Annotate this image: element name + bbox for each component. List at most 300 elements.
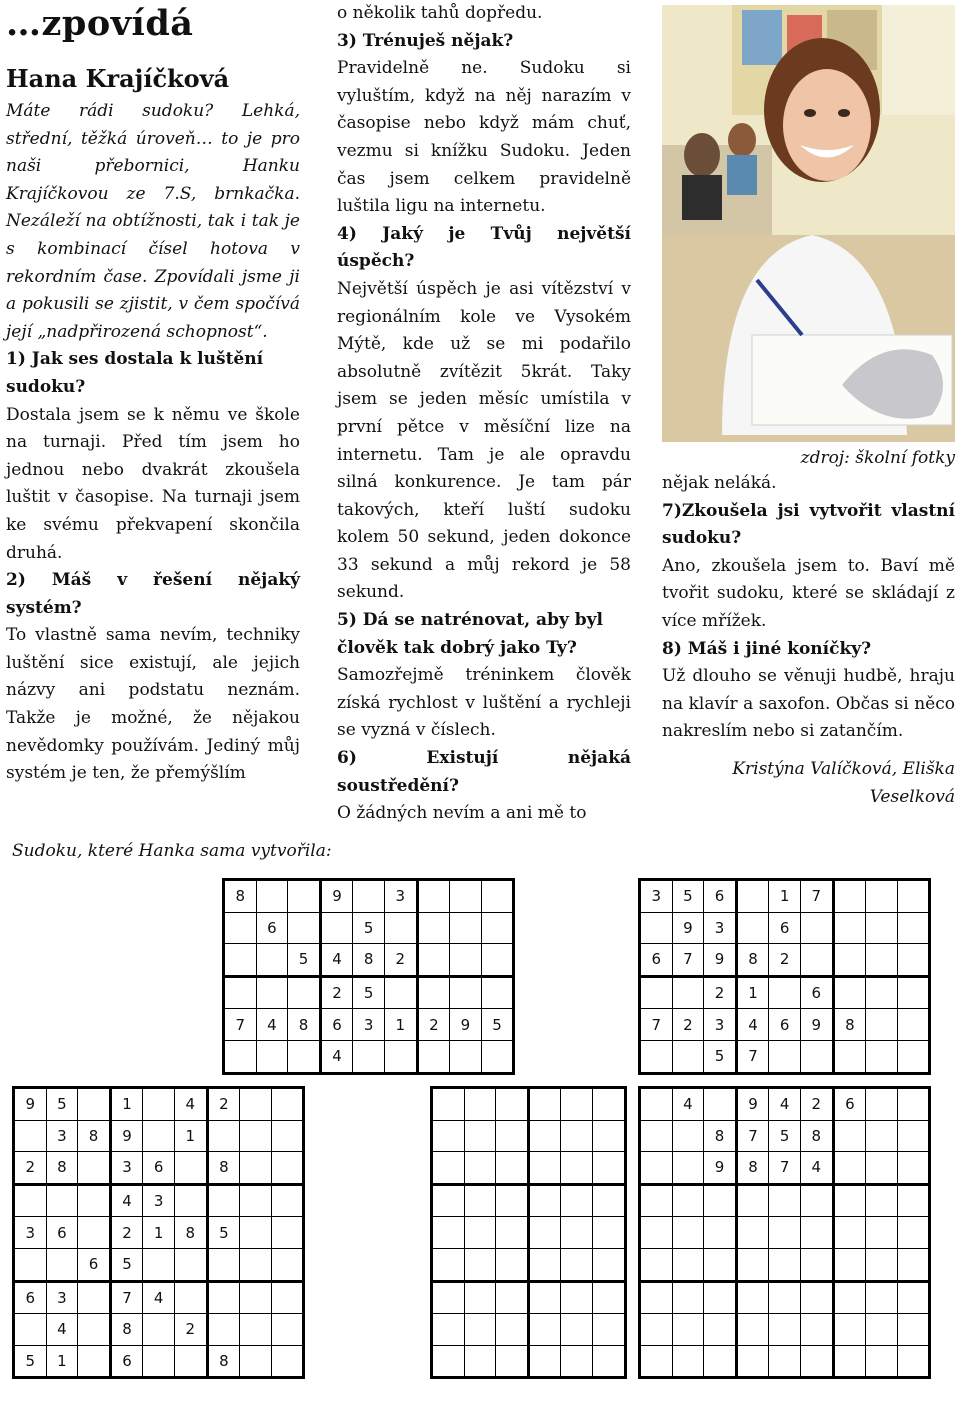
sudoku-cell: 4 [256, 1009, 288, 1041]
sudoku-cell [496, 1217, 529, 1249]
sudoku-cell [78, 1345, 111, 1378]
sudoku-cell: 3 [704, 1009, 737, 1041]
sudoku-cell: 6 [640, 944, 673, 977]
sudoku-cell [288, 976, 321, 1009]
sudoku-cell [417, 880, 450, 913]
sudoku-cell [866, 1152, 898, 1185]
sudoku-cell [800, 1314, 833, 1346]
sudoku-cell: 2 [14, 1152, 47, 1185]
sudoku-cell: 9 [320, 880, 353, 913]
sudoku-cell: 5 [769, 1120, 801, 1152]
sudoku-cell [207, 1314, 240, 1346]
sudoku-cell [640, 1217, 673, 1249]
question-1: 1) Jak ses dostala k luštění sudoku? [6, 349, 264, 397]
sudoku-cell: 3 [46, 1120, 78, 1152]
sudoku-cell: 3 [110, 1152, 143, 1185]
sudoku-cell [866, 1040, 898, 1073]
photo-credit: zdroj: školní fotky [800, 448, 955, 468]
sudoku-cell [866, 1120, 898, 1152]
sudoku-cell [240, 1248, 272, 1281]
sudoku-cell [672, 1314, 704, 1346]
sudoku-cell: 6 [110, 1345, 143, 1378]
sudoku-cell: 8 [353, 944, 385, 977]
column-right [662, 0, 955, 811]
sudoku-cell [464, 1088, 496, 1121]
sudoku-cell: 4 [672, 1088, 704, 1121]
question-6: 6) Existují nějaká soustředění? [337, 748, 631, 796]
sudoku-cell [800, 1345, 833, 1378]
sudoku-cell [464, 1120, 496, 1152]
sudoku-cell [78, 1314, 111, 1346]
sudoku-cell: 5 [672, 880, 704, 913]
sudoku-cell [561, 1314, 593, 1346]
sudoku-cell: 8 [174, 1217, 207, 1249]
sudoku-cell [496, 1184, 529, 1217]
sudoku-cell [897, 1184, 930, 1217]
sudoku-cell: 4 [46, 1314, 78, 1346]
sudoku-cell: 2 [417, 1009, 450, 1041]
sudoku-cell: 5 [481, 1009, 514, 1041]
sudoku-cell [866, 1184, 898, 1217]
sudoku-cell: 8 [800, 1120, 833, 1152]
sudoku-cell [464, 1345, 496, 1378]
sudoku-cell: 8 [704, 1120, 737, 1152]
sudoku-cell [288, 880, 321, 913]
sudoku-cell: 4 [320, 944, 353, 977]
sudoku-cell [207, 1281, 240, 1314]
sudoku-cell [897, 1345, 930, 1378]
sudoku-cell [432, 1314, 465, 1346]
sudoku-cell: 5 [353, 976, 385, 1009]
answer-2: To vlastně sama nevím, techniky luštění sice existují, ale jejich názvy ani podstatu neznám. Takže je možné, že nějakou nevědomky používám. Jediný můj systém je ten, že přemýšlím [6, 625, 300, 784]
sudoku-cell [640, 1345, 673, 1378]
sudoku-cell [672, 1152, 704, 1185]
sudoku-cell [866, 976, 898, 1009]
sudoku-cell: 8 [207, 1345, 240, 1378]
sudoku-cell [736, 1281, 769, 1314]
sudoku-cell [640, 1040, 673, 1073]
sudoku-cell [174, 1281, 207, 1314]
sudoku-cell [417, 1040, 450, 1073]
sudoku-cell [528, 1248, 561, 1281]
sudoku-cell: 4 [736, 1009, 769, 1041]
sudoku-cell [528, 1281, 561, 1314]
sudoku-cell: 1 [736, 976, 769, 1009]
sudoku-cell [174, 1152, 207, 1185]
sudoku-cell [143, 1248, 175, 1281]
sudoku-cell [800, 1281, 833, 1314]
sudoku-cell [464, 1281, 496, 1314]
sudoku-cell [672, 1345, 704, 1378]
sudoku-cell: 3 [640, 880, 673, 913]
sudoku-cell: 6 [800, 976, 833, 1009]
sudoku-cell [640, 1152, 673, 1185]
sudoku-cell: 1 [769, 880, 801, 913]
sudoku-cell [174, 1248, 207, 1281]
sudoku-cell [464, 1217, 496, 1249]
sudoku-cell: 1 [384, 1009, 417, 1041]
sudoku-cell [528, 1345, 561, 1378]
sudoku-cell [432, 1088, 465, 1121]
sudoku-cell [432, 1281, 465, 1314]
sudoku-cell [897, 976, 930, 1009]
sudoku-cell [528, 1120, 561, 1152]
sudoku-cell [207, 1120, 240, 1152]
sudoku-cell [592, 1248, 625, 1281]
sudoku-cell [640, 912, 673, 944]
sudoku-cell [224, 944, 257, 977]
sudoku-cell: 5 [46, 1088, 78, 1121]
sudoku-cell [450, 976, 482, 1009]
sudoku-cell [866, 1281, 898, 1314]
sudoku-cell [78, 1281, 111, 1314]
sudoku-cell [704, 1217, 737, 1249]
sudoku-cell: 2 [320, 976, 353, 1009]
sudoku-cell [561, 1248, 593, 1281]
authors: Kristýna Valíčková, Eliška Veselková [732, 758, 955, 807]
answer-2-continued: o několik tahů dopředu. [337, 3, 543, 23]
sudoku-cell [592, 1120, 625, 1152]
sudoku-cell [207, 1184, 240, 1217]
sudoku-cell [240, 1184, 272, 1217]
sudoku-cell: 3 [353, 1009, 385, 1041]
sudoku-cell [271, 1120, 304, 1152]
sudoku-cell: 6 [769, 912, 801, 944]
sudoku-cell [143, 1120, 175, 1152]
sudoku-cell [833, 1040, 866, 1073]
sudoku-cell [704, 1248, 737, 1281]
sudoku-cell [866, 1009, 898, 1041]
sudoku-cell [640, 1184, 673, 1217]
sudoku-cell [271, 1088, 304, 1121]
sudoku-cell [672, 1040, 704, 1073]
sudoku-cell: 7 [110, 1281, 143, 1314]
sudoku-cell [240, 1314, 272, 1346]
sudoku-cell [240, 1345, 272, 1378]
sudoku-cell [417, 912, 450, 944]
sudoku-cell [736, 880, 769, 913]
sudoku-cell: 8 [224, 880, 257, 913]
sudoku-cell [256, 880, 288, 913]
sudoku-cell [207, 1248, 240, 1281]
sudoku-cell [14, 1248, 47, 1281]
sudoku-cell [769, 1345, 801, 1378]
sudoku-cell [271, 1184, 304, 1217]
answer-7: Ano, zkoušela jsem to. Baví mě tvořit sudoku, které se skládají z více mřížek. [662, 555, 955, 631]
sudoku-cell: 6 [833, 1088, 866, 1121]
sudoku-cell [78, 1152, 111, 1185]
sudoku-cell [561, 1088, 593, 1121]
sudoku-cell: 5 [207, 1217, 240, 1249]
sudoku-cell: 8 [110, 1314, 143, 1346]
sudoku-grid-bottom-left [12, 1086, 305, 1379]
sudoku-cell [14, 1120, 47, 1152]
sudoku-cell [866, 1345, 898, 1378]
column-middle [337, 0, 631, 828]
sudoku-cell: 3 [46, 1281, 78, 1314]
sudoku-cell [704, 1314, 737, 1346]
sudoku-cell [640, 1120, 673, 1152]
answer-5: Samozřejmě tréninkem člověk získá rychlost v luštění a rychleji se vyzná v číslech. [337, 665, 631, 741]
question-5: 5) Dá se natrénovat, aby byl člověk tak dobrý jako Ty? [337, 610, 603, 658]
sudoku-cell [800, 1184, 833, 1217]
sudoku-cell [592, 1152, 625, 1185]
sudoku-cell [432, 1217, 465, 1249]
sudoku-cell [640, 1088, 673, 1121]
sudoku-cell [481, 976, 514, 1009]
sudoku-cell [271, 1345, 304, 1378]
sudoku-cell [800, 1217, 833, 1249]
sudoku-cell: 1 [46, 1345, 78, 1378]
sudoku-cell [240, 1152, 272, 1185]
sudoku-cell: 2 [704, 976, 737, 1009]
sudoku-cell [496, 1314, 529, 1346]
sudoku-cell: 7 [672, 944, 704, 977]
sudoku-cell [450, 912, 482, 944]
sudoku-cell: 6 [769, 1009, 801, 1041]
sudoku-cell [769, 1184, 801, 1217]
answer-6-continued: nějak neláká. [662, 473, 777, 493]
sudoku-cell [271, 1248, 304, 1281]
sudoku-cell [384, 1040, 417, 1073]
sudoku-cell [224, 1040, 257, 1073]
sudoku-cell [769, 1281, 801, 1314]
sudoku-cell [592, 1345, 625, 1378]
sudoku-cell [833, 944, 866, 977]
sudoku-cell [736, 1217, 769, 1249]
sudoku-cell [256, 1040, 288, 1073]
sudoku-cell [769, 1314, 801, 1346]
sudoku-cell: 8 [46, 1152, 78, 1185]
sudoku-cell [46, 1248, 78, 1281]
sudoku-cell [769, 976, 801, 1009]
sudoku-cell [561, 1184, 593, 1217]
sudoku-cell [432, 1120, 465, 1152]
question-2: 2) Máš v řešení nějaký systém? [6, 570, 300, 618]
sudoku-cell [672, 1248, 704, 1281]
answer-8: Už dlouho se věnuji hudbě, hraju na klavír a saxofon. Občas si něco nakreslím nebo si zatančím. [662, 666, 955, 742]
sudoku-cell [14, 1314, 47, 1346]
sudoku-cell [640, 1314, 673, 1346]
sudoku-cell [736, 1184, 769, 1217]
sudoku-cell [897, 1040, 930, 1073]
headline: …zpovídá [6, 3, 194, 44]
sudoku-cell [736, 912, 769, 944]
question-7: 7)Zkoušela jsi vytvořit vlastní sudoku? [662, 500, 955, 549]
sudoku-cell [704, 1184, 737, 1217]
sudoku-cell [496, 1248, 529, 1281]
sudoku-cell: 2 [800, 1088, 833, 1121]
sudoku-cell [736, 1314, 769, 1346]
sudoku-cell [496, 1088, 529, 1121]
sudoku-cell [481, 1040, 514, 1073]
sudoku-cell [833, 1345, 866, 1378]
sudoku-cell [833, 880, 866, 913]
sudoku-cell [240, 1120, 272, 1152]
sudoku-cell [288, 912, 321, 944]
sudoku-cell [704, 1088, 737, 1121]
sudoku-cell [769, 1248, 801, 1281]
sudoku-cell: 4 [320, 1040, 353, 1073]
sudoku-grid-top-right [638, 878, 931, 1075]
sudoku-cell: 2 [672, 1009, 704, 1041]
answer-4: Největší úspěch je asi vítězství v regionálním kole ve Vysokém Mýtě, kde už se mi podařilo absolutně zvítězit 5krát. Taky jsem se jeden měsíc umístila v první pětce v měsíční lize na internetu. Tam je ale opravdu silná konkurence. Je tam pár takových, kteří luští sudoku kolem 50 sekund, jeden dokonce 33 sekund a můj rekord je 58 sekund. [337, 278, 631, 603]
sudoku-cell [833, 1217, 866, 1249]
sudoku-cell [640, 1281, 673, 1314]
sudoku-cell [496, 1281, 529, 1314]
sudoku-cell: 6 [143, 1152, 175, 1185]
sudoku-cell: 4 [143, 1281, 175, 1314]
sudoku-cell [833, 1314, 866, 1346]
column-left [6, 0, 300, 788]
sudoku-cell [866, 880, 898, 913]
sudoku-cell [496, 1152, 529, 1185]
sudoku-cell: 9 [704, 1152, 737, 1185]
sudoku-cell: 5 [288, 944, 321, 977]
sudoku-cell [561, 1281, 593, 1314]
sudoku-cell: 7 [769, 1152, 801, 1185]
sudoku-cell [897, 912, 930, 944]
sudoku-cell: 3 [14, 1217, 47, 1249]
sudoku-grid-center [430, 1086, 627, 1379]
sudoku-cell [14, 1184, 47, 1217]
sudoku-cell [592, 1217, 625, 1249]
sudoku-cell [224, 976, 257, 1009]
sudoku-cell: 7 [640, 1009, 673, 1041]
sudoku-cell [450, 944, 482, 977]
sudoku-cell [897, 1281, 930, 1314]
sudoku-cell [769, 1217, 801, 1249]
sudoku-cell [897, 1217, 930, 1249]
sudoku-cell [897, 944, 930, 977]
sudoku-cell: 8 [736, 944, 769, 977]
sudoku-cell: 2 [207, 1088, 240, 1121]
sudoku-cell [174, 1345, 207, 1378]
sudoku-cell [78, 1217, 111, 1249]
sudoku-cell [432, 1248, 465, 1281]
sudoku-cell [271, 1152, 304, 1185]
question-4: 4) Jaký je Tvůj největší úspěch? [337, 223, 631, 272]
sudoku-cell: 8 [288, 1009, 321, 1041]
sudoku-cell: 7 [736, 1040, 769, 1073]
sudoku-cell [897, 1314, 930, 1346]
sudoku-cell [800, 944, 833, 977]
sudoku-cell [240, 1088, 272, 1121]
sudoku-cell [800, 912, 833, 944]
sudoku-cell [496, 1120, 529, 1152]
question-8: 8) Máš i jiné koníčky? [662, 638, 872, 659]
sudoku-cell [866, 944, 898, 977]
sudoku-cell [240, 1281, 272, 1314]
sudoku-cell [866, 1088, 898, 1121]
sudoku-cell [528, 1184, 561, 1217]
sudoku-cell: 8 [736, 1152, 769, 1185]
sudoku-cell [78, 1184, 111, 1217]
answer-3: Pravidelně ne. Sudoku si vyluštím, když na něj narazím v časopise nebo když mám chuť, vezmu si knížku Sudoku. Jeden čas jsem celkem pravidelně luštila ligu na internetu. [337, 58, 631, 217]
sudoku-cell [450, 880, 482, 913]
sudoku-cell [143, 1088, 175, 1121]
sudoku-grid-top-left [222, 878, 515, 1075]
sudoku-cell [320, 912, 353, 944]
sudoku-cell [353, 880, 385, 913]
sudoku-cell [866, 1248, 898, 1281]
interviewee-name: Hana Krajíčková [6, 64, 230, 93]
sudoku-cell [464, 1184, 496, 1217]
sudoku-cell: 9 [736, 1088, 769, 1121]
sudoku-cell [271, 1217, 304, 1249]
sudoku-cell [833, 976, 866, 1009]
sudoku-cell [496, 1345, 529, 1378]
sudoku-cell: 5 [14, 1345, 47, 1378]
sudoku-cell [833, 1281, 866, 1314]
sudoku-cell [288, 1040, 321, 1073]
sudoku-cell: 4 [110, 1184, 143, 1217]
sudoku-cell: 6 [704, 880, 737, 913]
sudoku-cell [417, 944, 450, 977]
sudoku-cell [866, 1314, 898, 1346]
sudoku-cell [464, 1314, 496, 1346]
sudoku-cell [672, 1217, 704, 1249]
sudoku-cell: 1 [110, 1088, 143, 1121]
sudoku-cell [561, 1217, 593, 1249]
sudoku-cell [561, 1345, 593, 1378]
sudoku-cell [143, 1345, 175, 1378]
sudoku-cell: 8 [78, 1120, 111, 1152]
sudoku-cell [833, 1152, 866, 1185]
sudoku-cell [897, 1248, 930, 1281]
sudoku-cell [528, 1088, 561, 1121]
sudoku-cell [897, 1152, 930, 1185]
sudoku-cell [561, 1120, 593, 1152]
sudoku-cell: 2 [174, 1314, 207, 1346]
sudoku-cell [46, 1184, 78, 1217]
answer-6: O žádných nevím a ani mě to [337, 803, 587, 824]
sudoku-cell [384, 976, 417, 1009]
sudoku-cell: 4 [174, 1088, 207, 1121]
sudoku-cell [481, 912, 514, 944]
sudoku-cell: 2 [769, 944, 801, 977]
sudoku-cell [417, 976, 450, 1009]
sudoku-cell [672, 1120, 704, 1152]
sudoku-cell: 6 [14, 1281, 47, 1314]
photo-illustration [662, 5, 955, 442]
sudoku-cell: 9 [450, 1009, 482, 1041]
sudoku-cell [432, 1184, 465, 1217]
sudoku-cell [143, 1314, 175, 1346]
sudoku-cell [833, 1120, 866, 1152]
sudoku-cell [450, 1040, 482, 1073]
sudoku-cell [866, 912, 898, 944]
sudoku-cell [833, 1248, 866, 1281]
sudoku-cell: 3 [704, 912, 737, 944]
sudoku-cell [672, 1184, 704, 1217]
sudoku-cell [256, 944, 288, 977]
sudoku-cell: 2 [110, 1217, 143, 1249]
sudoku-cell [384, 912, 417, 944]
sudoku-cell [78, 1088, 111, 1121]
sudoku-cell [866, 1217, 898, 1249]
sudoku-cell [271, 1281, 304, 1314]
sudoku-cell: 9 [672, 912, 704, 944]
sudoku-cell [640, 976, 673, 1009]
sudoku-cell: 1 [143, 1217, 175, 1249]
sudoku-cell: 4 [769, 1088, 801, 1121]
sudoku-cell [528, 1217, 561, 1249]
sudoku-cell [174, 1184, 207, 1217]
sudoku-cell: 5 [353, 912, 385, 944]
question-3: 3) Trénuješ nějak? [337, 30, 514, 51]
sudoku-cell: 9 [14, 1088, 47, 1121]
